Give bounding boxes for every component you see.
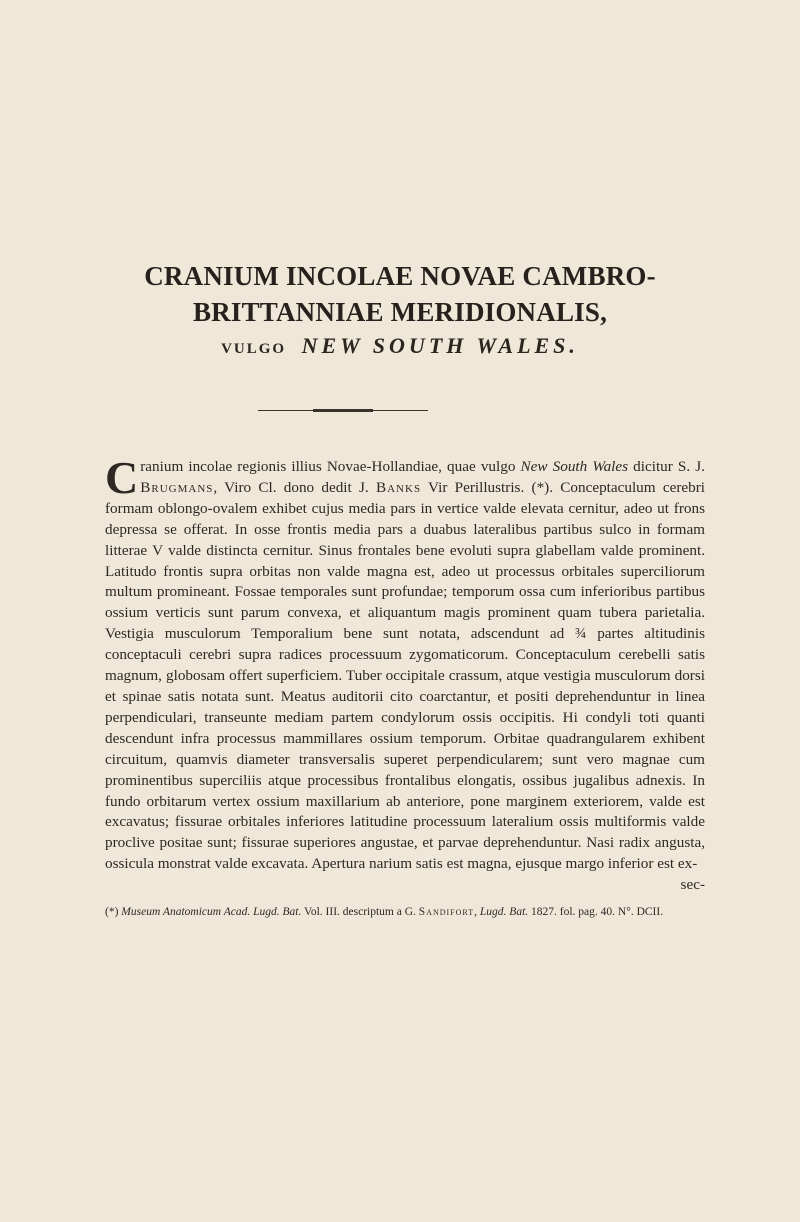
- footnote-mark: (*): [105, 906, 119, 919]
- body-name-brugmans: Brugmans: [140, 478, 214, 496]
- body-place-name: New South Wales: [520, 458, 629, 475]
- footnote-museum: Museum Anatomicum Acad. Lugd. Bat.: [121, 906, 302, 919]
- footnote-text-3: 1827. fol. pag. 40. N°. DCII.: [528, 906, 664, 919]
- ornament-center: [313, 409, 373, 412]
- body-name-banks: Banks: [375, 478, 422, 496]
- vulgo-name: NEW SOUTH WALES.: [301, 333, 579, 358]
- footnote-name-sandifort: Sandifort: [418, 906, 475, 919]
- page-title: [100, 258, 700, 330]
- catchword: sec-: [680, 876, 705, 894]
- body-text-2: dicitur S. J.: [628, 458, 705, 475]
- footnote-text-1: Vol. III. descriptum a G.: [301, 906, 419, 919]
- footnote: [105, 904, 705, 920]
- body-text-3: , Viro Cl. dono dedit J.: [213, 478, 376, 496]
- body-text-4: Vir Perillustris. (*). Conceptaculum cerebri formam oblongo-ovalem exhibet cujus media pars in vertice valde elevata cernitur, adeo ut frons depressa se offerat. In osse frontis media pars a duabus lateralibus partibus sulco in formam litterae V valde distincta cernitur. Sinus frontales bene evoluti supra glabellam valde prominent. Latitudo frontis supra orbitas non valde magna est, adeo ut processus orbitales superciliorum multum promineant. Fossae temporales sunt profundae; temporum ossa cum inferioribus partibus ossium verticis sunt parum convexa, et aliquantum magis prominent quam tubera parietalia. Vestigia musculorum Temporalium bene sunt notata, adscendunt ad ¾ partes altitudinis conceptaculi cerebri supra radices processuum zygomaticorum. Conceptaculum cerebelli satis magnum, globosam offert superficiem. Tuber occipitale crassum, atque vestigia musculorum dorsi et spinae satis notata sunt. Meatus auditorii cito coarctantur, et positi deprehenduntur in linea perpendiculari, transeunte mediam partem condylorum ossis occipitis. Hi condyli toti quanti descendunt infra processus mammillares ossium temporum. Orbitae quadrangularem exhibent circuitum, quamvis diameter transversalis superet perpendicularem; sunt vero magnae cum prominentibus superciliis atque processibus frontalibus elongatis, ossibus jugalibus adnexis. In fundo orbitarum vertex ossium maxillarium ab anteriore, pone marginem exteriorem, valde est excavatus; fissurae orbitales inferiores latitudine processuum lateralium ossis multiformis valde proclive positae sunt; fissurae superiores angustae, et parvae deprehenduntur. Nasi radix angusta, ossicula monstrat valde excavata. Apertura narium satis est magna, ejusque margo inferior est ex-: [105, 478, 705, 873]
- vulgo-word: VULGO: [221, 341, 287, 357]
- ornament-rule: [258, 408, 428, 414]
- footnote-place: Lugd. Bat.: [479, 906, 529, 919]
- title-line-1: CRANIUM INCOLAE NOVAE CAMBRO-: [144, 261, 656, 291]
- body-text-1: ranium incolae regionis illius Novae-Hollandiae, quae vulgo: [140, 458, 521, 475]
- main-paragraph: [105, 452, 705, 920]
- footnote-text-2: ,: [474, 906, 480, 919]
- subtitle: [100, 333, 700, 362]
- title-line-2: BRITTANNIAE MERIDIONALIS,: [192, 297, 608, 327]
- drop-cap: C: [105, 452, 139, 503]
